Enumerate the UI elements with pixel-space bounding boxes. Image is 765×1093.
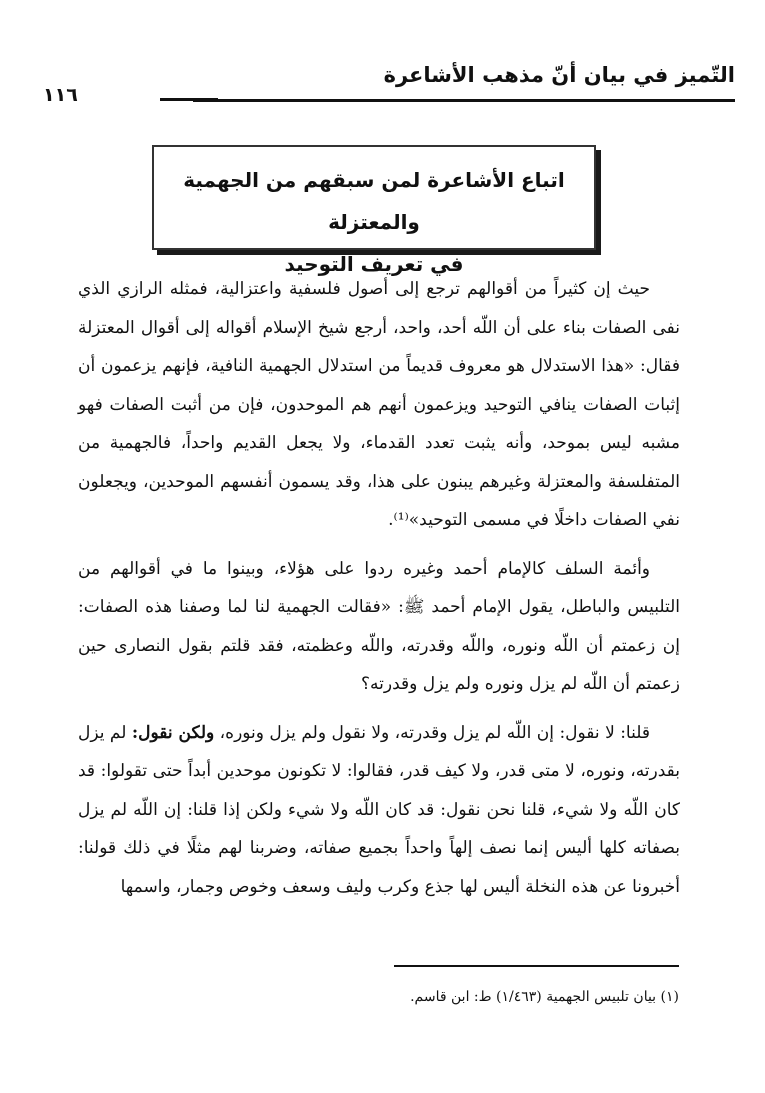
header-rule — [193, 99, 735, 102]
paragraph-3-part-1: قلنا: لا نقول: إن اللّه لم يزل وقدرته، ولا نقول ولم يزل ونوره، — [219, 722, 650, 743]
paragraph-3 — [78, 714, 680, 907]
paragraph-1: حيث إن كثيراً من أقوالهم ترجع إلى أصول فلسفية واعتزالية، فمثله الرازي الذي نفى الصفات بناء على أن اللّه أحد، واحد، أرجع شيخ الإسلام أقواله إلى أقوال المعتزلة فقال: «هذا الاستدلال هو معروف قديماً من استدلال الجهمية النافية، فإنهم يزعمون أن إثبات الصفات ينافي التوحيد ويزعمون أنهم هم الموحدون، فإن من أثبت الصفات فهو مشبه ليس بموحد، وأنه يثبت تعدد القدماء، ولا يجعل القديم واحداً، فالجهمية من المتفلسفة والمعتزلة وغيرهم يبنون على هذا، وقد يسمون أنفسهم الموحدين، ويجعلون نفي الصفات داخلًا في مسمى التوحيد»⁽¹⁾. — [78, 279, 680, 530]
section-title-line-2: في تعريف التوحيد — [284, 252, 464, 276]
section-title-box — [152, 145, 596, 276]
page-number: ١١٦ — [43, 84, 78, 106]
page-header — [40, 60, 735, 110]
footnote: (١) بيان تلبيس الجهمية (١/٤٦٣) ط: ابن قاسم. — [410, 989, 679, 1005]
section-title-line-1: اتباع الأشاعرة لمن سبقهم من الجهمية والمعتزلة — [183, 168, 565, 234]
running-title: التّميز في بيان أنّ مذهب الأشاعرة — [383, 63, 735, 87]
paragraph-2: وأئمة السلف كالإمام أحمد وغيره ردوا على هؤلاء، وبينوا ما في أقوالهم من التلبيس والباطل، يقول الإمام أحمد ﷺ: «فقالت الجهمية لنا لما وصفنا هذه الصفات: إن زعمتم أن اللّه ونوره، واللّه وقدرته، واللّه وعظمته، فقد قلتم بقول النصارى حين زعمتم أن اللّه لم يزل ونوره ولم يزل وقدرته؟ — [78, 558, 680, 694]
paragraph-3-part-2: لم يزل بقدرته، ونوره، لا متى قدر، ولا كيف قدر، فقالوا: لا تكونون موحدين أبداً حتى تقولوا: قد كان اللّه ولا شيء، قلنا نحن نقول: قد كان اللّه ولا شيء ولكن إذا قلنا: إن اللّه لم يزل بصفاته كلها أليس إنما نصف إلهاً واحداً بجميع صفاته، وضربنا لهم مثلًا في ذلك قولنا: أخبرونا عن هذه النخلة أليس لها جذع وكرب وليف وسعف وخوص وجمار، واسمها — [78, 722, 680, 897]
footnote-rule — [394, 965, 679, 967]
body-text — [78, 270, 680, 916]
paragraph-3-bold: ولكن نقول: — [131, 722, 215, 743]
header-dash — [160, 98, 218, 101]
